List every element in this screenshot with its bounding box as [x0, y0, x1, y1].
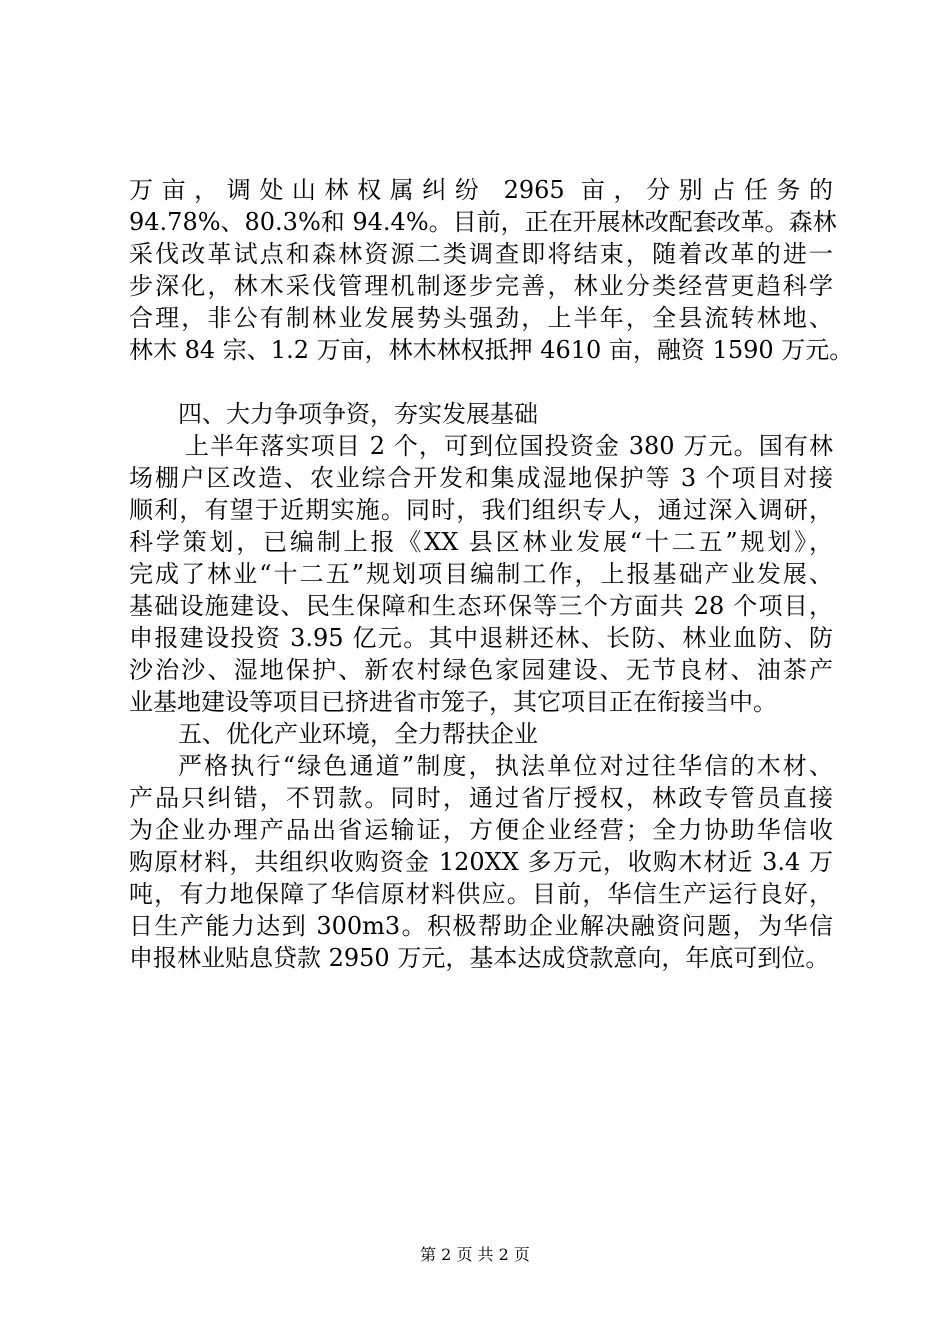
- text-line: 场棚户区改造、农业综合开发和集成湿地保护等 3 个项目对接: [129, 464, 833, 492]
- text-line: 步深化，林木采伐管理机制逐步完善，林业分类经营更趋科学: [129, 272, 833, 300]
- text-line: 采伐改革试点和森林资源二类调查即将结束，随着改革的进一: [129, 240, 833, 268]
- section-heading-5: 五、优化产业环境，全力帮扶企业: [178, 720, 538, 748]
- paragraph-gap: [129, 366, 833, 398]
- text-line: 业基地建设等项目已挤进省市笼子，其它项目正在衔接当中。: [129, 688, 777, 716]
- text-line: 顺利，有望于近期实施。同时，我们组织专人，通过深入调研，: [129, 496, 833, 524]
- paragraph-projects: [129, 430, 833, 718]
- text-line: 林木 84 宗、1.2 万亩，林木林权抵押 4610 亩，融资 1590 万元。: [129, 336, 854, 364]
- text-line: 完成了林业“十二五”规划项目编制工作，上报基础产业发展、: [129, 560, 833, 588]
- text-line: 吨，有力地保障了华信原材料供应。目前，华信生产运行良好，: [129, 880, 833, 908]
- text-line: 日生产能力达到 300m3。积极帮助企业解决融资问题，为华信: [129, 912, 833, 940]
- paragraph-land-reform: [129, 174, 854, 366]
- text-line: 合理，非公有制林业发展势头强劲，上半年，全县流转林地、: [129, 304, 833, 332]
- text-line: 购原材料，共组织收购资金 120XX 多万元，收购木材近 3.4 万: [129, 848, 833, 876]
- text-line: 基础设施建设、民生保障和生态环保等三个方面共 28 个项目，: [129, 592, 833, 620]
- page-footer: 第 2 页 共 2 页: [420, 1245, 530, 1264]
- text-line: 94.78%、80.3%和 94.4%。目前，正在开展林改配套改革。森林: [129, 208, 837, 236]
- section-heading-4: 四、大力争项争资，夯实发展基础: [178, 400, 538, 428]
- text-line: 申报林业贴息贷款 2950 万元，基本达成贷款意向，年底可到位。: [129, 944, 830, 972]
- paragraph-enterprise-support: [129, 750, 833, 974]
- text-line: 沙治沙、湿地保护、新农村绿色家园建设、无节良材、油茶产: [129, 656, 833, 684]
- text-line: 申报建设投资 3.95 亿元。其中退耕还林、长防、林业血防、防: [129, 624, 833, 652]
- document-body: [129, 174, 854, 974]
- text-line: 科学策划，已编制上报《XX 县区林业发展“十二五”规划》，: [129, 528, 833, 556]
- text-line: 严格执行“绿色通道”制度，执法单位对过往华信的木材、: [178, 752, 833, 780]
- text-line: 产品只纠错，不罚款。同时，通过省厅授权，林政专管员直接: [129, 784, 833, 812]
- text-line: 上半年落实项目 2 个，可到位国投资金 380 万元。国有林: [185, 432, 833, 460]
- text-line: 为企业办理产品出省运输证，方便企业经营；全力协助华信收: [129, 816, 833, 844]
- text-line: 万亩，调处山林权属纠纷 2965 亩，分别占任务的: [129, 176, 833, 204]
